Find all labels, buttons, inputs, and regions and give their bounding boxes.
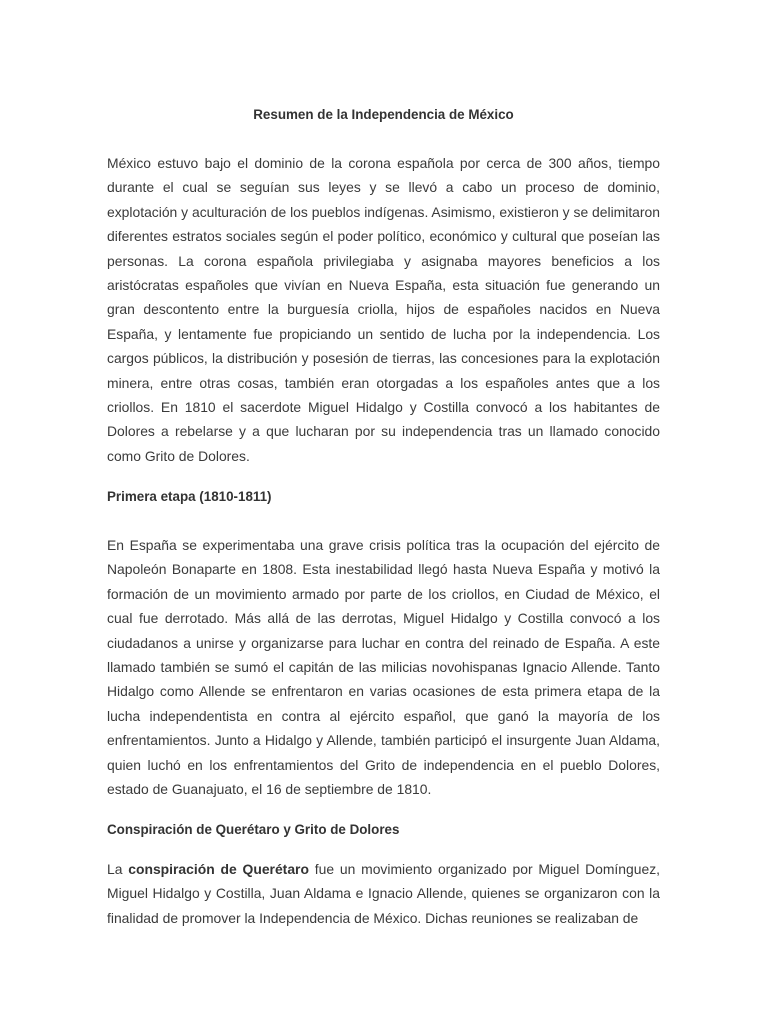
paragraph-intro: México estuvo bajo el dominio de la corona española por cerca de 300 años, tiempo durante el cual se seguían sus leyes y se llevó a cabo un proceso de dominio, explotación y aculturación de los pueblos indígenas. Asimismo, existieron y se delimitaron diferentes estratos sociales según el poder político, económico y cultural que poseían las personas. La corona española privilegiaba y asignaba mayores beneficios a los aristócratas españoles que vivían en Nueva España, esta situación fue generando un gran descontento entre la burguesía criolla, hijos de españoles nacidos en Nueva España, y lentamente fue propiciando un sentido de lucha por la independencia. Los cargos públicos, la distribución y posesión de tierras, las concesiones para la explotación minera, entre otras cosas, también eran otorgadas a los españoles antes que a los criollos. En 1810 el sacerdote Miguel Hidalgo y Costilla convocó a los habitantes de Dolores a rebelarse y a que lucharan por su independencia tras un llamado conocido como Grito de Dolores. [107, 155, 660, 464]
paragraph-conspiracion-bold-term: conspiración de Querétaro [128, 861, 309, 877]
document-title: Resumen de la Independencia de México [253, 107, 514, 122]
paragraph-conspiracion [107, 857, 660, 942]
paragraph-conspiracion-prefix: La [107, 861, 129, 877]
section-heading-conspiracion: Conspiración de Querétaro y Grito de Dolores [107, 822, 400, 837]
section-heading-primera-etapa: Primera etapa (1810-1811) [107, 489, 272, 504]
paragraph-conspiracion-text: fue un movimiento organizado por Miguel Domínguez, Miguel Hidalgo y Costilla, Juan Aldama e Ignacio Allende, quienes se organizaron con la finalidad de promover la Independencia de México. Dichas reuniones se realizaban de [107, 861, 660, 926]
paragraph-primera-etapa: En España se experimentaba una grave crisis política tras la ocupación del ejército de Napoleón Bonaparte en 1808. Esta inestabilidad llegó hasta Nueva España y motivó la formación de un movimiento armado por parte de los criollos, en Ciudad de México, el cual fue derrotado. Más allá de las derrotas, Miguel Hidalgo y Costilla convocó a los ciudadanos a unirse y organizarse para luchar en contra del reinado de España. A este llamado también se sumó el capitán de las milicias novohispanas Ignacio Allende. Tanto Hidalgo como Allende se enfrentaron en varias ocasiones de esta primera etapa de la lucha independentista en contra al ejército español, que ganó la mayoría de los enfrentamientos. Junto a Hidalgo y Allende, también participó el insurgente Juan Aldama, quien luchó en los enfrentamientos del Grito de independencia en el pueblo Dolores, estado de Guanajuato, el 16 de septiembre de 1810. [107, 537, 660, 798]
